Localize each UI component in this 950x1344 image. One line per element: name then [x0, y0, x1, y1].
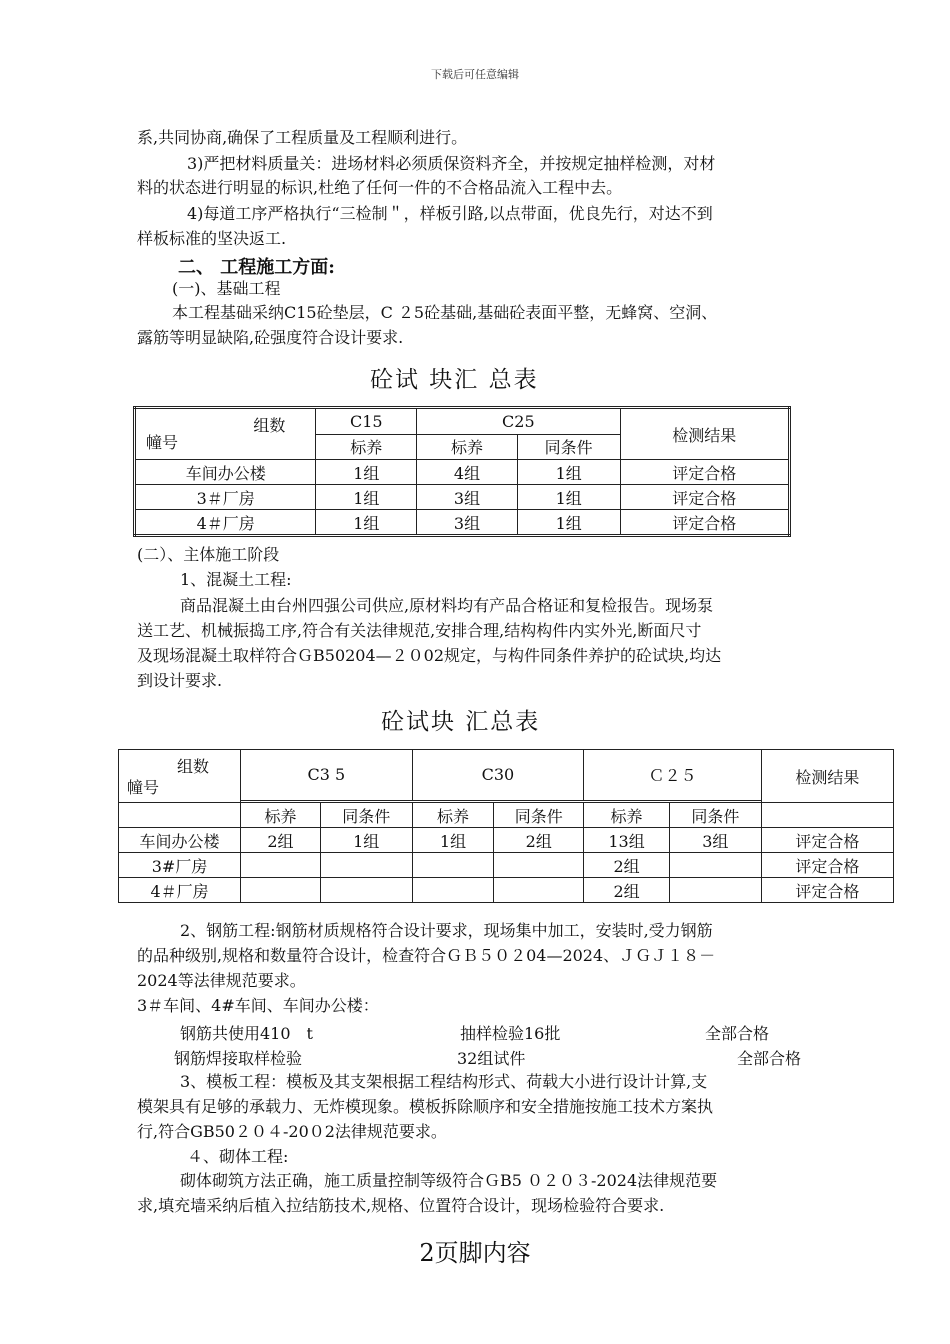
page-footer: 2页脚内容	[419, 1239, 531, 1267]
value-cell: 3组	[417, 510, 518, 536]
value-cell: 1组	[517, 460, 620, 485]
value-cell: 1组	[316, 460, 417, 485]
subsection-heading: (一)、基础工程	[172, 279, 281, 298]
paragraph-line: 模架具有足够的承载力、无炸模现象。模板拆除顺序和安全措施按施工技术方案执	[137, 1097, 714, 1116]
header-result: 检测结果	[761, 750, 893, 803]
header-group-label: 组数	[253, 416, 286, 435]
header-standard-curing: 标养	[584, 803, 670, 828]
paragraph-line: 到设计要求.	[137, 671, 223, 690]
value-cell	[412, 853, 494, 878]
weld-result: 全部合格	[737, 1049, 802, 1068]
rebar-usage: 钢筋共使用410 t	[180, 1024, 313, 1043]
value-cell	[241, 853, 321, 878]
value-cell	[494, 853, 584, 878]
header-standard-curing: 标养	[417, 434, 518, 460]
value-cell: 4组	[417, 460, 518, 485]
building-cell: 4＃厂房	[135, 510, 316, 536]
result-cell: 评定合格	[761, 853, 893, 878]
table-row	[135, 510, 790, 536]
paragraph-line: 2、钢筋工程:钢筋材质规格符合设计要求，现场集中加工，安装时,受力钢筋	[180, 921, 713, 940]
paragraph-line: 商品混凝土由台州四强公司供应,原材料均有产品合格证和复检报告。现场泵	[180, 596, 714, 615]
value-cell: 2组	[584, 853, 670, 878]
header-standard-curing: 标养	[412, 803, 494, 828]
header-corner-cell	[135, 408, 316, 460]
value-cell: 2组	[494, 828, 584, 853]
concrete-summary-table-2	[118, 749, 894, 903]
value-cell: 1组	[316, 510, 417, 536]
table-title: 砼试 块汇 总表	[370, 367, 539, 393]
building-cell: 3#厂房	[119, 853, 241, 878]
result-cell: 评定合格	[761, 828, 893, 853]
header-same-condition: 同条件	[494, 803, 584, 828]
paragraph-line: 料的状态进行明显的标识,杜绝了任何一件的不合格品流入工程中去。	[137, 178, 623, 197]
paragraph-line: 3、模板工程：模板及其支架根据工程结构形式、荷载大小进行设计计算,支	[180, 1072, 708, 1091]
header-c35: C3 5	[241, 750, 413, 801]
table-row	[135, 485, 790, 510]
table-title: 砼试块 汇总表	[381, 709, 541, 735]
paragraph-line: 露筋等明显缺陷,砼强度符合设计要求.	[137, 328, 404, 347]
value-cell	[669, 878, 761, 903]
header-c25: Ｃ２５	[584, 750, 762, 801]
value-cell: 1组	[316, 485, 417, 510]
value-cell: 13组	[584, 828, 670, 853]
paragraph-line: 求,填充墙采纳后植入拉结筋技术,规格、位置符合设计，现场检验符合要求.	[137, 1196, 665, 1215]
value-cell: 3组	[417, 485, 518, 510]
value-cell	[494, 878, 584, 903]
paragraph-line: 4)每道工序严格执行“三检制＂，样板引路,以点带面，优良先行，对达不到	[187, 204, 713, 223]
header-standard-curing: 标养	[241, 803, 321, 828]
weld-specimens: 32组试件	[457, 1049, 526, 1068]
header-building-label: 幢号	[146, 433, 179, 452]
header-corner-cell	[119, 750, 241, 803]
value-cell: 1组	[320, 828, 412, 853]
header-c30: C30	[412, 750, 584, 801]
weld-sampling: 钢筋焊接取样检验	[174, 1049, 303, 1068]
value-cell: 1组	[517, 510, 620, 536]
table-row	[135, 460, 790, 485]
value-cell: 1组	[412, 828, 494, 853]
header-group-label: 组数	[177, 757, 210, 776]
paragraph-line: 砌体砌筑方法正确，施工质量控制等级符合ＧB5 ０２０３-2024法律规范要	[180, 1171, 718, 1190]
result-cell: 评定合格	[761, 878, 893, 903]
paragraph-line: 系,共同协商,确保了工程质量及工程顺利进行。	[137, 128, 468, 147]
paragraph-line: 2024等法律规范要求。	[137, 971, 306, 990]
paragraph-line: 3＃车间、4#车间、车间办公楼：	[137, 996, 379, 1015]
table-row	[119, 828, 894, 853]
value-cell	[669, 853, 761, 878]
building-cell: 车间办公楼	[135, 460, 316, 485]
header-building-label: 幢号	[127, 778, 160, 797]
paragraph-line: 行,符合GB50２０４-20０2法律规范要求。	[137, 1122, 447, 1141]
value-cell	[241, 878, 321, 903]
building-cell: 4＃厂房	[119, 878, 241, 903]
section-heading: 二、 工程施工方面:	[178, 257, 335, 278]
table-row	[119, 878, 894, 903]
paragraph-line: 样板标准的坚决返工.	[137, 229, 287, 248]
value-cell	[412, 878, 494, 903]
table-row	[119, 853, 894, 878]
result-cell: 评定合格	[620, 510, 789, 536]
value-cell	[320, 853, 412, 878]
result-cell: 评定合格	[620, 485, 789, 510]
value-cell: 2组	[241, 828, 321, 853]
paragraph-line: 的品种级别,规格和数量符合设计，检查符合ＧＢ５０２04—2024、ＪＧＪ１８－	[137, 946, 716, 965]
header-c25: C25	[417, 408, 620, 435]
paragraph-line: 3)严把材料质量关：进场材料必须质保资料齐全，并按规定抽样检测，对材	[187, 154, 716, 173]
result-cell: 评定合格	[620, 460, 789, 485]
concrete-summary-table-1	[133, 406, 791, 537]
value-cell	[320, 878, 412, 903]
header-standard-curing: 标养	[316, 434, 417, 460]
subsection-heading: (二）、主体施工阶段	[137, 545, 280, 564]
value-cell: 1组	[517, 485, 620, 510]
paragraph-line: 及现场混凝土取样符合ＧB50204—２０02规定，与构件同条件养护的砼试块,均达	[137, 646, 722, 665]
header-result: 检测结果	[620, 408, 789, 460]
header-same-condition: 同条件	[320, 803, 412, 828]
paragraph-line: 本工程基础采纳C15砼垫层，C ２5砼基础,基础砼表面平整，无蜂窝、空洞、	[172, 303, 718, 322]
header-c15: C15	[316, 408, 417, 435]
value-cell: 3组	[669, 828, 761, 853]
header-same-condition: 同条件	[517, 434, 620, 460]
page-header: 下载后可任意编辑	[431, 68, 519, 81]
building-cell: 车间办公楼	[119, 828, 241, 853]
rebar-sampling: 抽样检验16批	[460, 1024, 561, 1043]
value-cell: 2组	[584, 878, 670, 903]
building-cell: 3＃厂房	[135, 485, 316, 510]
paragraph-line: 送工艺、机械振捣工序,符合有关法律规范,安排合理,结构构件内实外光,断面尺寸	[137, 621, 702, 640]
rebar-result: 全部合格	[705, 1024, 770, 1043]
header-same-condition: 同条件	[669, 803, 761, 828]
subsection-heading: ４、砌体工程:	[187, 1147, 289, 1166]
subsection-heading: 1、混凝土工程:	[180, 570, 292, 589]
